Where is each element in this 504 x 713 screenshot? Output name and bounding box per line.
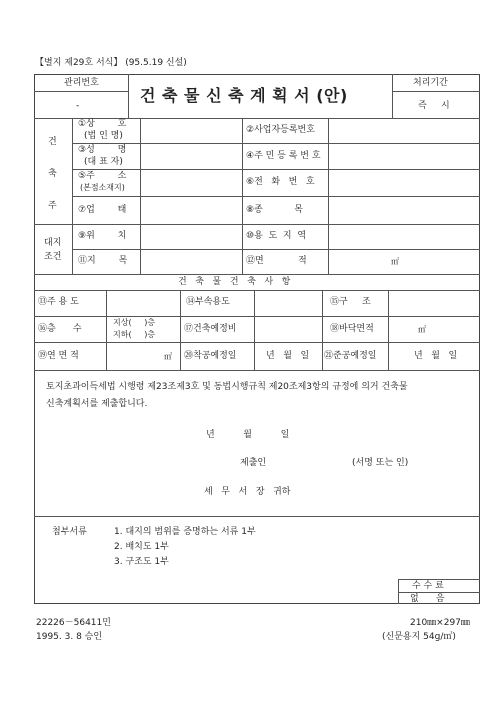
field-area-unit: ㎡ — [391, 257, 399, 266]
building-floor-area-label: ⑱바닥면적 — [330, 324, 374, 334]
fee-value: 없 음 — [410, 594, 445, 604]
building-sub-use-label: ⑭부속용도 — [186, 297, 230, 307]
building-planned-cost-label: ⑰건축예정비 — [184, 324, 237, 334]
building-completion-date-label: ㉑준공예정일 — [324, 351, 377, 361]
building-start-date-value: 년 월 일 — [266, 351, 310, 361]
building-total-area-unit: ㎡ — [164, 352, 172, 361]
field-company-name-label: ①상 호 — [78, 119, 127, 129]
field-business-item-label: ⑧종 목 — [246, 205, 303, 215]
site-section-label: 대지 조건 — [44, 238, 62, 262]
signature-note: (서명 또는 인) — [352, 458, 409, 468]
owner-section-label: 건 축 주 — [48, 137, 57, 211]
footer-form-number: 22226－56411민 — [36, 618, 111, 628]
management-number-label: 관리번호 — [64, 78, 99, 88]
processing-period-label: 처리기간 — [413, 78, 448, 88]
field-company-name-sub: (법 인 명) — [84, 131, 123, 141]
building-total-area-label: ⑲연 면 적 — [38, 351, 79, 361]
field-name-label: ③성 명 — [78, 145, 127, 155]
management-number-value: - — [76, 101, 80, 111]
building-floors-below: 지하( )층 — [113, 330, 156, 339]
field-phone-label: ⑥전 화 번 호 — [246, 177, 315, 187]
field-address-label: ⑤주 소 — [78, 171, 127, 181]
submitter-label: 제출인 — [240, 458, 267, 468]
processing-period-value: 즉 시 — [418, 101, 450, 111]
field-zoning-label: ⑩용 도 지 역 — [246, 231, 307, 241]
field-address-sub: (본점소재지) — [80, 183, 125, 192]
field-resident-reg-label: ④주 민 등 록 번 호 — [246, 151, 321, 161]
form-header-note: 【별지 제29호 서식】 (95.5.19 신설) — [35, 58, 187, 68]
statement-line-2: 신축계획서를 제출합니다. — [46, 399, 148, 409]
field-location-label: ⑨위 치 — [78, 231, 127, 241]
fee-label: 수 수 료 — [412, 581, 444, 591]
building-floor-area-unit: ㎡ — [418, 325, 426, 334]
field-business-reg-label: ②사업자등록번호 — [246, 125, 315, 135]
recipient-label: 세 무 서 장 귀하 — [204, 487, 291, 497]
statement-line-1: 토지초과이득세법 시행령 제23조제3호 및 동법시행규칙 제20조제3항의 규정에 의거 건축물 — [46, 382, 408, 392]
building-section-heading: 건 축 물 건 축 사 항 — [178, 277, 291, 287]
attachment-item: 3. 구조도 1부 — [114, 557, 169, 567]
building-start-date-label: ⑳착공예정일 — [184, 351, 237, 361]
form-title: 건 축 물 신 축 계 획 서 (안) — [140, 86, 348, 105]
footer-paper-type: (신문용지 54g/㎡) — [382, 632, 456, 642]
building-main-use-label: ⑬주 용 도 — [38, 297, 79, 307]
building-completion-date-value: 년 월 일 — [414, 351, 458, 361]
field-land-category-label: ⑪지 목 — [78, 256, 128, 266]
building-floors-label: ⑯층 수 — [38, 324, 82, 334]
footer-approval-date: 1995. 3. 8 승인 — [36, 632, 103, 642]
field-area-label: ⑫면 적 — [246, 256, 307, 266]
attachment-item: 1. 대지의 범위를 증명하는 서류 1부 — [114, 527, 256, 537]
building-structure-label: ⑮구 조 — [330, 297, 371, 307]
footer-paper-size: 210㎜×297㎜ — [410, 618, 470, 628]
building-floors-above: 지상( )층 — [113, 318, 156, 327]
submission-date: 년 월 일 — [206, 430, 290, 440]
field-business-type-label: ⑦업 태 — [78, 205, 127, 215]
field-name-sub: (대 표 자) — [84, 157, 123, 167]
attachment-item: 2. 배치도 1부 — [114, 542, 169, 552]
attachments-label: 첨부서류 — [52, 527, 87, 537]
